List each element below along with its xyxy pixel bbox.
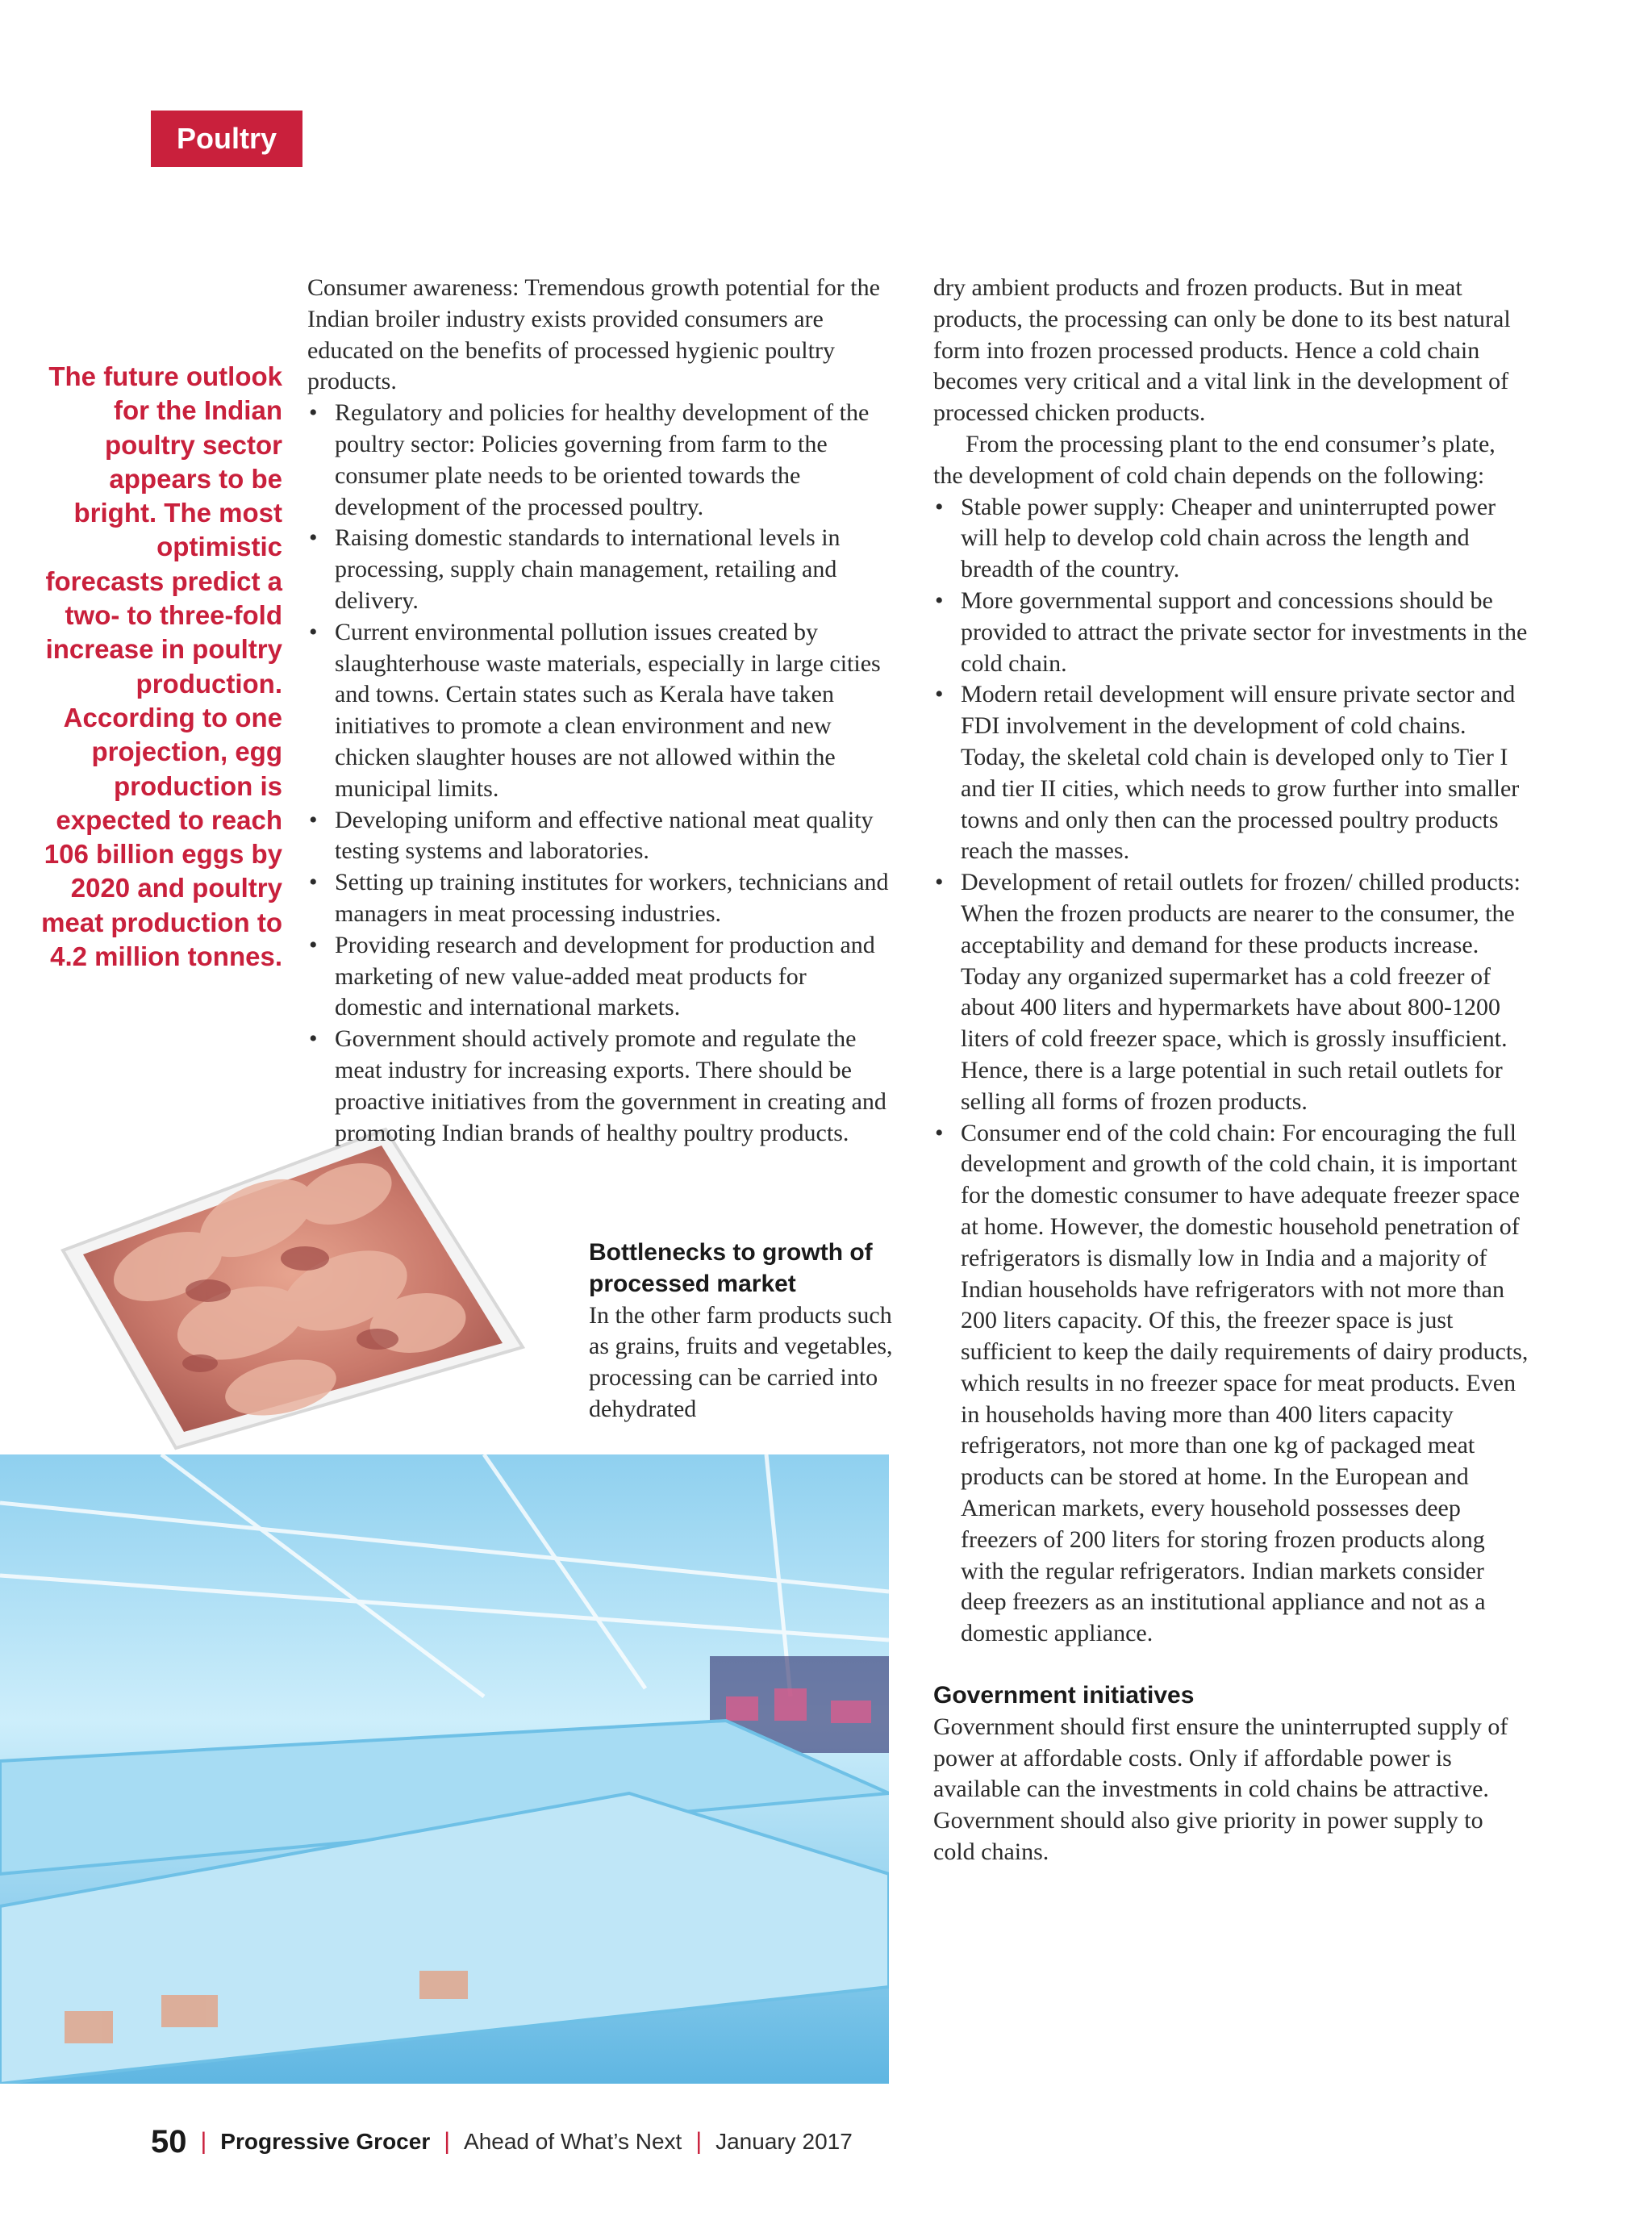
list-item: • Development of retail outlets for frozen/ chilled products: When the frozen products are nearer to the consumer, the acceptability and demand for these products increase. Today any organized supermarket has a cold freezer of about 400 liters and hypermarkets have about 800-1200 liters of cold freezer space, which is grossly insufficient. Hence, there is a large potential in such retail outlets for selling all forms of frozen products. xyxy=(933,867,1530,1117)
bottlenecks-paragraph: In the other farm products such as grains, fruits and vegetables, processing can be carried into dehydrated xyxy=(589,1301,893,1422)
footer-separator: | xyxy=(444,2128,451,2155)
publication-tagline: Ahead of What’s Next xyxy=(464,2129,682,2154)
section-tag: Poultry xyxy=(151,111,302,167)
supermarket-freezer-photo xyxy=(0,1454,889,2084)
list-item: • Stable power supply: Cheaper and uninterrupted power will help to develop cold chain across the length and breadth of the country. xyxy=(933,492,1530,586)
footer-separator: | xyxy=(695,2128,703,2155)
footer-separator: | xyxy=(200,2128,207,2155)
list-item: • More governmental support and concessions should be provided to attract the private sector for investments in the cold chain. xyxy=(933,586,1530,679)
left-bullet-list xyxy=(307,398,896,1149)
list-item: • Raising domestic standards to international levels in processing, supply chain management, retailing and delivery. xyxy=(307,523,896,616)
cold-chain-paragraph: dry ambient products and frozen products. But in meat products, the processing can only be done to its best natural form into frozen processed products. Hence a cold chain becomes very critical and a vital link in the development of processed chicken products. xyxy=(933,274,1511,427)
consumer-awareness-paragraph: Consumer awareness: Tremendous growth potential for the Indian broiler industry exists provided consumers are educated on the benefits of processed hygienic poultry products. xyxy=(307,274,880,395)
list-item: • Consumer end of the cold chain: For encouraging the full development and growth of the cold chain, it is important for the domestic consumer to have adequate freezer space at home. However, the domestic household penetration of refrigerators is dismally low in India and a majority of Indian households have refrigerators with not more than 200 liters capacity. Of this, the freezer space is just sufficient to keep the daily requirements of dairy products, which results in no freezer space for meat products. Even in households having more than 400 liters capacity refrigerators, not more than one kg of packaged meat products can be stored at home. In the European and American markets, every household possesses deep freezers of 200 liters for storing frozen products along with the regular refrigerators. Indian markets consider deep freezers as an institutional appliance and not as a domestic appliance. xyxy=(933,1118,1530,1651)
list-item: • Modern retail development will ensure private sector and FDI involvement in the development of cold chains. Today, the skeletal cold chain is developed only to Tier I and tier II cities, which needs to grow further into smaller towns and only then can the processed poultry products reach the masses. xyxy=(933,679,1530,867)
government-initiatives-paragraph: Government should first ensure the uninterrupted supply of power at affordable costs. Only if affordable power is available can the investments in cold chains be attractive. Government should also give priority in power supply to cold chains. xyxy=(933,1713,1508,1866)
list-item: • Providing research and development for production and marketing of new value-added meat products for domestic and international markets. xyxy=(307,930,896,1024)
pull-quote: The future outlook for the Indian poultry sector appears to be bright. The most optimistic forecasts predict a two- to three-fold increase in poultry production. According to one projection, egg production is expected to reach 106 billion eggs by 2020 and poultry meat production to 4.2 million tonnes. xyxy=(41,361,282,972)
page-number: 50 xyxy=(151,2123,187,2160)
list-item: • Regulatory and policies for healthy development of the poultry sector: Policies governing from farm to the consumer plate needs to be oriented towards the development of the processed poultry. xyxy=(307,398,896,523)
left-column xyxy=(307,273,896,1149)
government-initiatives-subhead: Government initiatives xyxy=(933,1682,1195,1709)
right-column xyxy=(933,273,1530,1868)
bottlenecks-subhead: Bottlenecks to growth of processed market xyxy=(589,1239,873,1297)
list-item: • Developing uniform and effective national meat quality testing systems and laboratories. xyxy=(307,805,896,868)
processing-plant-paragraph: From the processing plant to the end consumer’s plate, the development of cold chain depends on the following: xyxy=(933,430,1496,489)
list-item: • Current environmental pollution issues created by slaughterhouse waste materials, especially in large cities and towns. Certain states such as Kerala have taken initiatives to promote a clean environment and new chicken slaughter houses are not allowed within the municipal limits. xyxy=(307,617,896,805)
issue-date: January 2017 xyxy=(715,2129,853,2154)
page-footer xyxy=(151,2122,853,2162)
left-column-continuation xyxy=(323,1076,903,1425)
list-item: • Government should actively promote and regulate the meat industry for increasing exports. There should be proactive initiatives from the government in creating and promoting Indian brands of healthy poultry products. xyxy=(307,1024,896,1149)
right-bullet-list xyxy=(933,492,1530,1650)
publication-name: Progressive Grocer xyxy=(220,2129,431,2154)
list-item: • Setting up training institutes for workers, technicians and managers in meat processing industries. xyxy=(307,867,896,930)
